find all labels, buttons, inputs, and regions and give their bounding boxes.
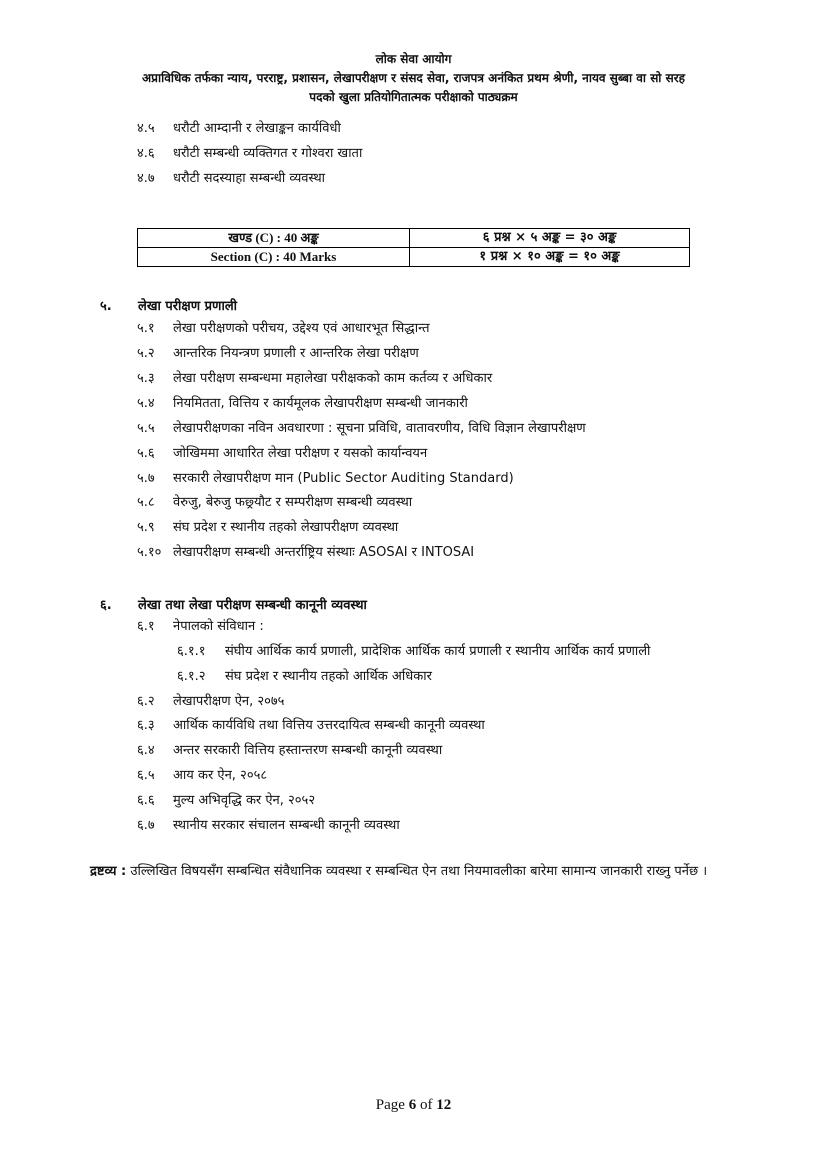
list-item [137, 544, 474, 562]
header-title: अप्राविधिक तर्फका न्याय, परराष्ट्र, प्रशासन, लेखापरीक्षण र संसद सेवा, राजपत्र अनंकित प्रथम श्रेणी, नायव सुब्बा वा सो सरह [142, 71, 685, 85]
section-title: लेखा तथा लेखा परीक्षण सम्बन्धी कानूनी व्यवस्था [138, 598, 367, 613]
note-label: द्रष्टव्य : [90, 864, 127, 879]
item-number: ५.७ [137, 471, 155, 486]
item-number: ५.१ [137, 321, 155, 336]
total-pages: 12 [436, 1097, 452, 1113]
item-number: ५.४ [137, 396, 155, 411]
marks-row-2: १ प्रश्न × १० अङ्क = १० अङ्क [410, 248, 690, 267]
marks-table [137, 228, 690, 267]
item-text: लेखा परीक्षण सम्बन्धमा महालेखा परीक्षकको काम कर्तव्य र अधिकार [173, 371, 493, 386]
item-number: ५.८ [137, 495, 155, 510]
list-item [137, 717, 485, 735]
item-text: लेखापरीक्षण सम्बन्धी अन्तर्राष्ट्रिय संस्थाः ASOSAI र INTOSAI [173, 545, 475, 560]
item-number: ६.१.२ [177, 669, 206, 684]
list-item [137, 742, 442, 760]
item-number: ६.२ [137, 694, 155, 709]
section-label-np: खण्ड (C) : 40 अङ्क [138, 229, 410, 248]
list-item [137, 519, 398, 537]
item-text: संघ प्रदेश र स्थानीय तहको लेखापरीक्षण व्यवस्था [173, 520, 399, 535]
list-item [137, 145, 362, 163]
list-item [137, 370, 492, 388]
item-number: ६.७ [137, 818, 155, 833]
item-number: ६.१.१ [177, 644, 206, 659]
section-6-heading [100, 595, 367, 613]
item-text: मुल्य अभिवृद्धि कर ऐन, २०५२ [173, 793, 316, 808]
section-title: लेखा परीक्षण प्रणाली [138, 299, 237, 314]
list-item [137, 420, 586, 438]
marks-row-1: ६ प्रश्न × ५ अङ्क = ३० अङ्क [410, 229, 690, 248]
document-header [0, 50, 827, 107]
footer-of: of [419, 1097, 433, 1113]
item-number: ५.९ [137, 520, 155, 535]
item-number: ४.७ [137, 171, 155, 186]
section-5-heading [100, 296, 237, 314]
page-footer [0, 1097, 827, 1114]
item-text: धरौटी सदस्याहा सम्बन्धी व्यवस्था [173, 171, 326, 186]
section-number: ५. [100, 299, 112, 314]
item-text: लेखापरीक्षणका नविन अवधारणा : सूचना प्रविधि, वातावरणीय, विधि विज्ञान लेखापरीक्षण [173, 421, 586, 436]
item-text: सरकारी लेखापरीक्षण मान (Public Sector Auditing Standard) [173, 471, 514, 486]
item-number: ५.१० [137, 545, 162, 560]
list-item [137, 767, 267, 785]
item-number: ६.४ [137, 743, 155, 758]
header-org: लोक सेवा आयोग [375, 52, 452, 66]
list-item [137, 817, 400, 835]
item-number: ५.५ [137, 421, 155, 436]
item-number: ६.१ [137, 619, 155, 634]
item-text: स्थानीय सरकार संचालन सम्बन्धी कानूनी व्यवस्था [173, 818, 400, 833]
item-text: संघ प्रदेश र स्थानीय तहको आर्थिक अधिकार [225, 669, 432, 684]
list-item [177, 668, 432, 686]
item-number: ४.५ [137, 121, 155, 136]
item-text: लेखा परीक्षणको परीचय, उद्देश्य एवं आधारभूत सिद्धान्त [173, 321, 430, 336]
item-text: जोखिममा आधारित लेखा परीक्षण र यसको कार्यान्वयन [173, 446, 428, 461]
list-item [137, 395, 468, 413]
item-number: ६.६ [137, 793, 155, 808]
list-item [177, 643, 650, 661]
list-item [137, 494, 412, 512]
footer-prefix: Page [375, 1097, 405, 1113]
list-item [137, 445, 427, 463]
item-text: नेपालको संविधान : [173, 619, 264, 634]
list-item [137, 345, 419, 363]
section-number: ६. [100, 598, 112, 613]
list-item [137, 470, 514, 488]
item-text: आय कर ऐन, २०५८ [173, 768, 268, 783]
item-number: ५.२ [137, 346, 155, 361]
item-text: आन्तरिक नियन्त्रण प्रणाली र आन्तरिक लेखा परीक्षण [173, 346, 419, 361]
section-label-en: Section (C) : 40 Marks [138, 248, 410, 267]
list-item [137, 120, 341, 138]
item-text: धरौटी आम्दानी र लेखाङ्कन कार्यविधी [173, 121, 341, 136]
item-text: लेखापरीक्षण ऐन, २०७५ [173, 694, 285, 709]
item-text: धरौटी सम्बन्धी व्यक्तिगत र गोश्वरा खाता [173, 146, 363, 161]
header-subtitle: पदको खुला प्रतियोगितात्मक परीक्षाको पाठ्यक्रम [309, 90, 518, 104]
item-number: ६.५ [137, 768, 155, 783]
item-number: ४.६ [137, 146, 155, 161]
item-text: नियमितता, वित्तिय र कार्यमूलक लेखापरीक्षण सम्बन्धी जानकारी [173, 396, 468, 411]
note-paragraph [90, 860, 730, 884]
item-number: ५.३ [137, 371, 155, 386]
list-item [137, 792, 315, 810]
list-item [137, 320, 429, 338]
item-text: संघीय आर्थिक कार्य प्रणाली, प्रादेशिक आर्थिक कार्य प्रणाली र स्थानीय आर्थिक कार्य प्रणाली [225, 644, 651, 659]
item-text: वेरुजु, बेरुजु फछ्र्यौट र सम्परीक्षण सम्बन्धी व्यवस्था [173, 495, 413, 510]
list-item [137, 693, 284, 711]
item-text: आर्थिक कार्यविधि तथा वित्तिय उत्तरदायित्व सम्बन्धी कानूनी व्यवस्था [173, 718, 485, 733]
list-item [137, 170, 325, 188]
item-number: ५.६ [137, 446, 155, 461]
note-text: उल्लिखित विषयसँग सम्बन्धित संवैधानिक व्यवस्था र सम्बन्धित ऐन तथा नियमावलीका बारेमा सामान्य जानकारी राख्नु पर्नेछ । [130, 864, 708, 879]
current-page: 6 [408, 1097, 417, 1113]
list-item [137, 618, 264, 636]
item-text: अन्तर सरकारी वित्तिय हस्तान्तरण सम्बन्धी कानूनी व्यवस्था [173, 743, 443, 758]
item-number: ६.३ [137, 718, 155, 733]
